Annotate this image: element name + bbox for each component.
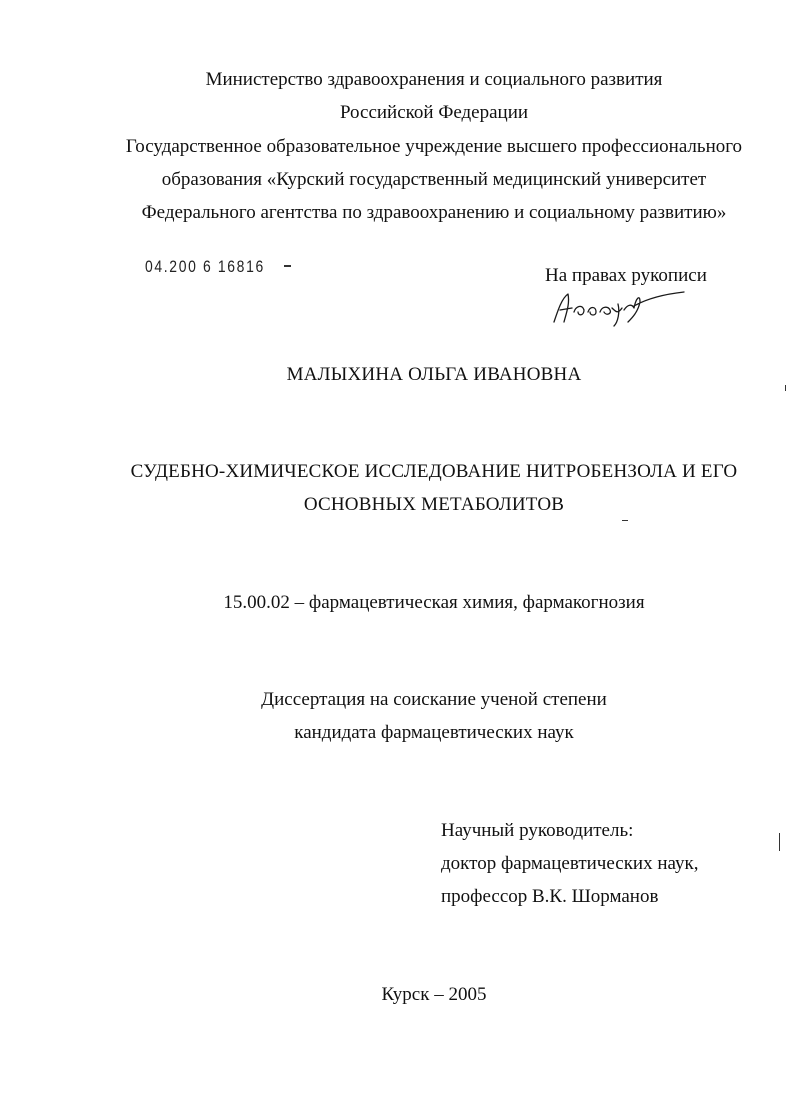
supervisor-label: Научный руководитель: xyxy=(441,820,634,841)
author-name: МАЛЫХИНА ОЛЬГА ИВАНОВНА xyxy=(286,364,582,385)
degree-line-1: Диссертация на соискание ученой степени xyxy=(261,689,607,710)
institution-line-2: образования «Курский государственный медицинский университет xyxy=(161,169,707,190)
title-line-1: СУДЕБНО-ХИМИЧЕСКОЕ ИССЛЕДОВАНИЕ НИТРОБЕНЗОЛА И ЕГО xyxy=(130,461,738,482)
specialty-code: 15.00.02 – фармацевтическая химия, фармакогнозия xyxy=(223,592,645,613)
place-year: Курск – 2005 xyxy=(381,984,487,1005)
stamp-dash-mark xyxy=(284,265,291,267)
scan-dash-mark xyxy=(622,520,628,521)
scan-edge-line xyxy=(779,833,780,851)
supervisor-name: профессор В.К. Шорманов xyxy=(441,886,659,907)
scan-edge-mark xyxy=(785,385,786,391)
institution-line-3: Федерального агентства по здравоохранению и социальному развитию» xyxy=(141,202,727,223)
signature-icon xyxy=(548,282,688,330)
institution-line-1: Государственное образовательное учреждение высшего профессионального xyxy=(125,136,743,157)
supervisor-degree: доктор фармацевтических наук, xyxy=(441,853,699,874)
ministry-line-1: Министерство здравоохранения и социального развития xyxy=(205,69,663,90)
degree-line-2: кандидата фармацевтических наук xyxy=(294,722,574,743)
title-line-2: ОСНОВНЫХ МЕТАБОЛИТОВ xyxy=(303,494,565,515)
registration-stamp: 04.200 6 16816 xyxy=(145,257,265,276)
manuscript-note: На правах рукописи xyxy=(545,265,707,286)
ministry-line-2: Российской Федерации xyxy=(339,102,529,123)
